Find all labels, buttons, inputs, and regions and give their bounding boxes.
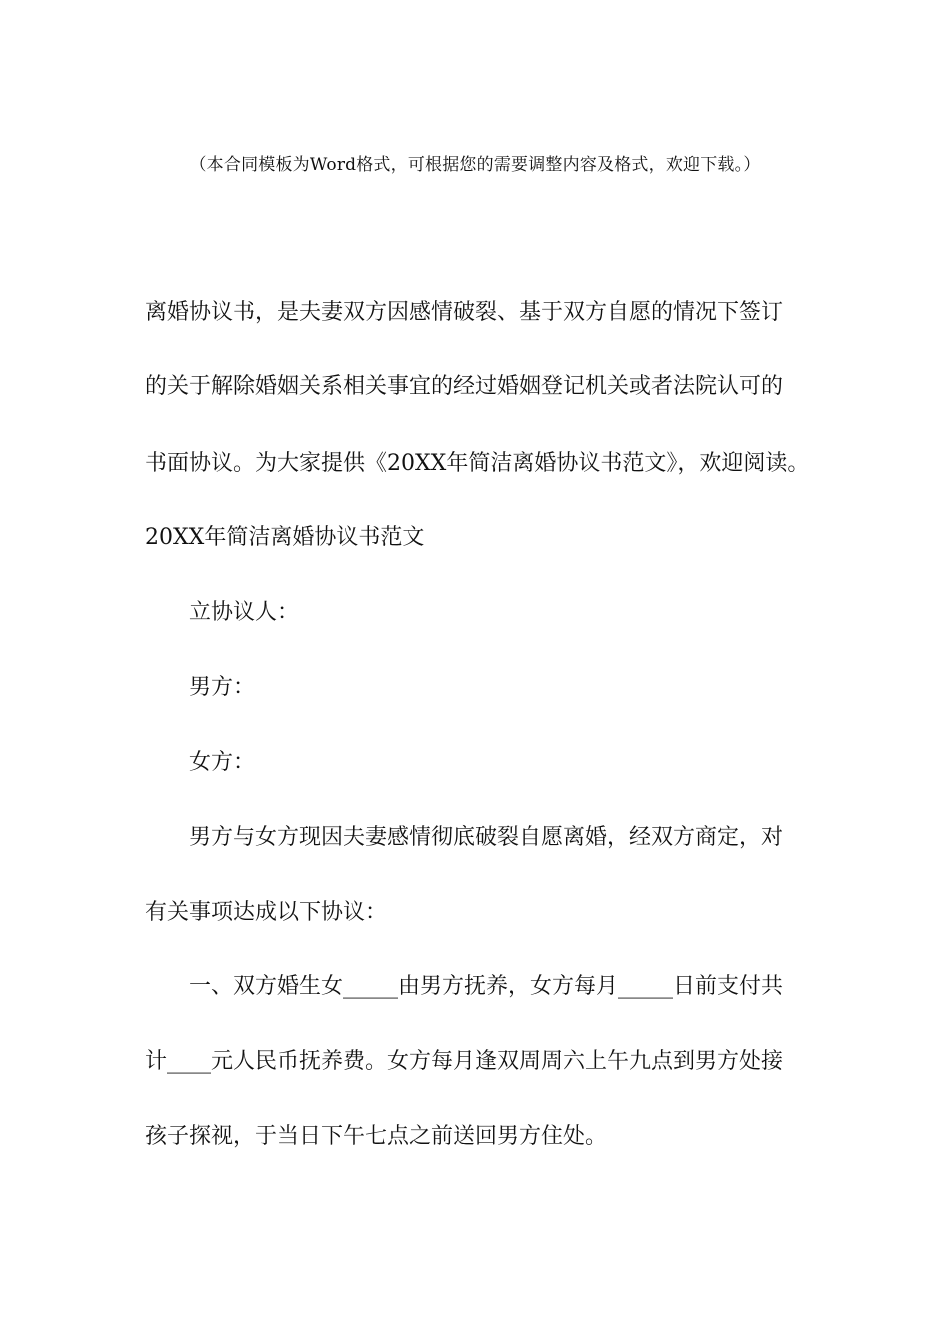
male-party-label: 男方： bbox=[189, 675, 256, 700]
clause-1-line-2: 计____元人民币抚养费。女方每月逢双周周六上午九点到男方处接 bbox=[145, 1049, 784, 1074]
document-title: 20XX年简洁离婚协议书范文 bbox=[145, 525, 425, 550]
party-label: 立协议人： bbox=[189, 600, 300, 625]
template-note: （本合同模板为Word格式，可根据您的需要调整内容及格式，欢迎下载。） bbox=[189, 155, 761, 175]
agreement-line-2: 有关事项达成以下协议： bbox=[145, 900, 388, 925]
intro-line-3: 书面协议。为大家提供《20XX年简洁离婚协议书范文》，欢迎阅读。 bbox=[145, 451, 810, 476]
intro-line-1: 离婚协议书，是夫妻双方因感情破裂、基于双方自愿的情况下签订 bbox=[145, 300, 784, 325]
agreement-line-1: 男方与女方现因夫妻感情彻底破裂自愿离婚，经双方商定，对 bbox=[189, 825, 784, 850]
clause-1-line-3: 孩子探视，于当日下午七点之前送回男方住处。 bbox=[145, 1124, 608, 1149]
clause-1-line-1: 一、双方婚生女_____由男方抚养，女方每月_____日前支付共 bbox=[189, 974, 784, 999]
female-party-label: 女方： bbox=[189, 750, 256, 775]
intro-line-2: 的关于解除婚姻关系相关事宜的经过婚姻登记机关或者法院认可的 bbox=[145, 374, 784, 399]
